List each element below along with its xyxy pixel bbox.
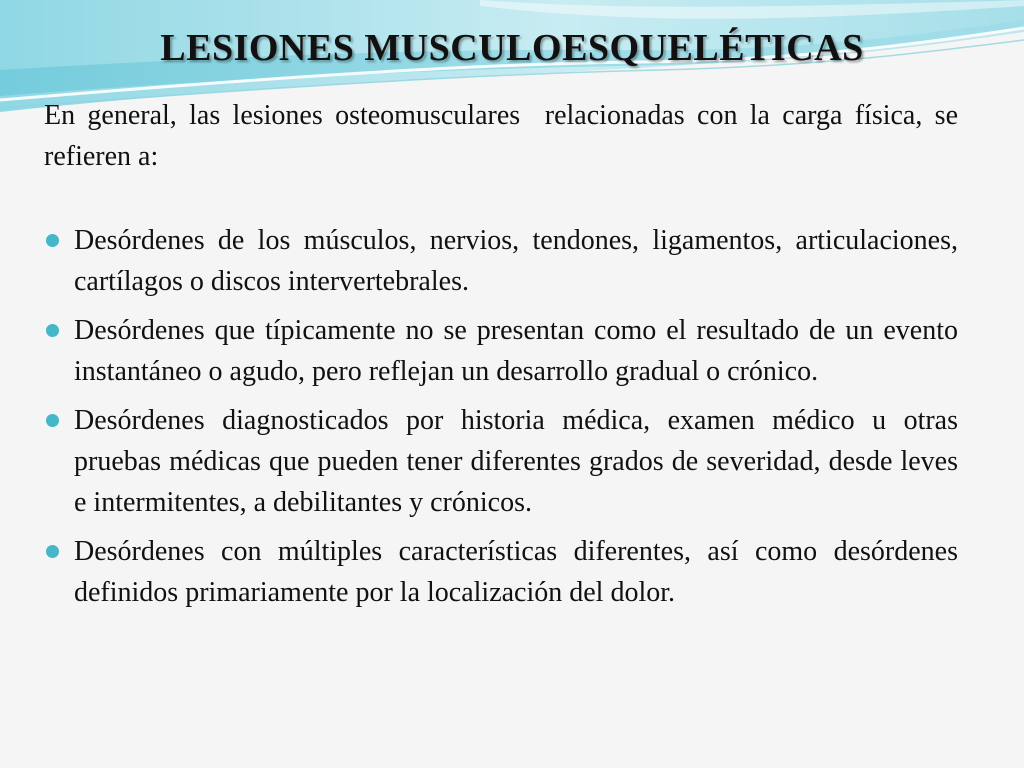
- intro-paragraph: En general, las lesiones osteomusculares relacionadas con la carga física, se refieren a:: [44, 100, 965, 172]
- slide-title: LESIONES MUSCULOESQUELÉTICAS: [160, 27, 864, 69]
- bullet-dot-icon: [46, 324, 59, 337]
- bullet-list: [44, 220, 958, 613]
- bullet-text: Desórdenes diagnosticados por historia médica, examen médico u otras pruebas médicas que pueden tener diferentes grados de severidad, desde leves e intermitentes, a debilitantes y crónicos.: [74, 405, 958, 518]
- slide-body: [44, 95, 965, 621]
- bullet-text: Desórdenes que típicamente no se presentan como el resultado de un evento instantáneo o agudo, pero reflejan un desarrollo gradual o crónico.: [74, 315, 958, 387]
- bullet-item: [44, 310, 958, 392]
- bullet-dot-icon: [46, 545, 59, 558]
- bullet-item: [44, 400, 958, 523]
- bullet-item: [44, 531, 958, 613]
- bullet-text: Desórdenes de los músculos, nervios, tendones, ligamentos, articulaciones, cartílagos o discos intervertebrales.: [74, 225, 958, 297]
- bullet-dot-icon: [46, 414, 59, 427]
- bullet-dot-icon: [46, 234, 59, 247]
- bullet-item: [44, 220, 958, 302]
- bullet-text: Desórdenes con múltiples características diferentes, así como desórdenes definidos primariamente por la localización del dolor.: [74, 536, 958, 608]
